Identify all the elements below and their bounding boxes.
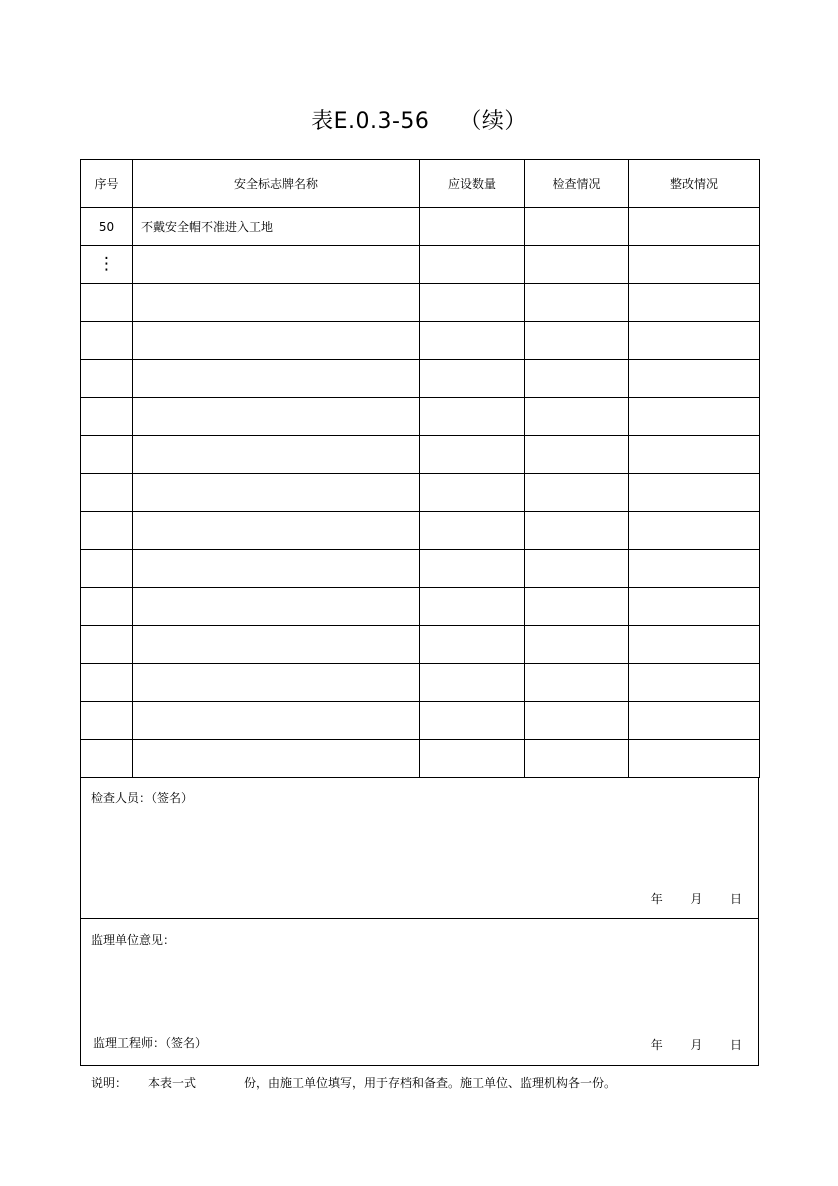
- row-serial-no: [81, 702, 133, 740]
- table-row: [81, 208, 760, 246]
- row-sign-name: 不戴安全帽不准进入工地: [133, 208, 420, 246]
- header-rectification-status: 整改情况: [629, 160, 760, 208]
- row-sign-name: [133, 436, 420, 474]
- row-sign-name: [133, 360, 420, 398]
- row-rectification-status: [629, 284, 760, 322]
- row-inspection-status: [525, 664, 629, 702]
- table-row: [81, 702, 760, 740]
- row-serial-no: [81, 398, 133, 436]
- row-inspection-status: [525, 588, 629, 626]
- row-inspection-status: [525, 322, 629, 360]
- header-inspection-status: 检查情况: [525, 160, 629, 208]
- row-serial-no: [81, 360, 133, 398]
- row-required-quantity: [420, 512, 525, 550]
- table-row: [81, 550, 760, 588]
- engineer-signature-label: 监理工程师：（签名）: [93, 1036, 208, 1050]
- row-inspection-status: [525, 208, 629, 246]
- table-row: [81, 474, 760, 512]
- row-required-quantity: [420, 284, 525, 322]
- row-sign-name: [133, 702, 420, 740]
- row-rectification-status: [629, 398, 760, 436]
- row-required-quantity: [420, 246, 525, 284]
- row-serial-no: [81, 322, 133, 360]
- row-inspection-status: [525, 398, 629, 436]
- row-sign-name: [133, 322, 420, 360]
- table-row: [81, 246, 760, 284]
- row-inspection-status: [525, 550, 629, 588]
- row-required-quantity: [420, 208, 525, 246]
- inspection-table: [80, 159, 760, 778]
- row-rectification-status: [629, 246, 760, 284]
- row-serial-no: [81, 626, 133, 664]
- row-rectification-status: [629, 588, 760, 626]
- row-rectification-status: [629, 664, 760, 702]
- row-sign-name: [133, 474, 420, 512]
- row-sign-name: [133, 246, 420, 284]
- row-required-quantity: [420, 398, 525, 436]
- inspector-date: 年 月 日: [650, 892, 742, 906]
- row-rectification-status: [629, 702, 760, 740]
- row-serial-no: [81, 512, 133, 550]
- supervision-date: 年 月 日: [650, 1038, 742, 1052]
- row-rectification-status: [629, 436, 760, 474]
- row-serial-no: [81, 436, 133, 474]
- table-row: [81, 322, 760, 360]
- footnote-label: 说明：: [91, 1076, 128, 1090]
- table-row: [81, 588, 760, 626]
- row-inspection-status: [525, 702, 629, 740]
- row-serial-no: [81, 246, 133, 284]
- row-inspection-status: [525, 512, 629, 550]
- header-sign-name: 安全标志牌名称: [133, 160, 420, 208]
- table-row: [81, 398, 760, 436]
- table-row: [81, 360, 760, 398]
- row-serial-no: [81, 474, 133, 512]
- row-inspection-status: [525, 740, 629, 778]
- continuation-dots: ⋮: [98, 254, 115, 274]
- row-serial-no: [81, 588, 133, 626]
- table-row: [81, 626, 760, 664]
- row-rectification-status: [629, 512, 760, 550]
- row-inspection-status: [525, 436, 629, 474]
- footnote-copies: 本表一式: [148, 1076, 197, 1090]
- row-rectification-status: [629, 360, 760, 398]
- row-inspection-status: [525, 360, 629, 398]
- row-serial-no: [81, 740, 133, 778]
- row-inspection-status: [525, 474, 629, 512]
- row-sign-name: [133, 626, 420, 664]
- row-rectification-status: [629, 208, 760, 246]
- row-serial-no: [81, 550, 133, 588]
- row-sign-name: [133, 740, 420, 778]
- row-serial-no: 50: [81, 208, 133, 246]
- row-sign-name: [133, 512, 420, 550]
- supervision-section: [80, 918, 759, 1066]
- row-required-quantity: [420, 360, 525, 398]
- table-row: [81, 512, 760, 550]
- row-serial-no: [81, 284, 133, 322]
- row-inspection-status: [525, 626, 629, 664]
- inspector-section: [80, 777, 759, 919]
- table-row: [81, 284, 760, 322]
- row-required-quantity: [420, 322, 525, 360]
- page-title: 表E.0.3-56 （续）: [311, 109, 527, 134]
- row-sign-name: [133, 588, 420, 626]
- table-row: [81, 740, 760, 778]
- supervision-opinion-label: 监理单位意见：: [91, 933, 176, 947]
- table-header-row: [81, 160, 760, 208]
- row-required-quantity: [420, 664, 525, 702]
- row-inspection-status: [525, 246, 629, 284]
- row-required-quantity: [420, 474, 525, 512]
- table-row: [81, 664, 760, 702]
- row-sign-name: [133, 664, 420, 702]
- row-required-quantity: [420, 588, 525, 626]
- row-required-quantity: [420, 550, 525, 588]
- row-required-quantity: [420, 702, 525, 740]
- row-sign-name: [133, 550, 420, 588]
- row-rectification-status: [629, 550, 760, 588]
- row-rectification-status: [629, 474, 760, 512]
- table-row: [81, 436, 760, 474]
- row-sign-name: [133, 284, 420, 322]
- inspector-signature-label: 检查人员：（签名）: [91, 791, 194, 805]
- row-required-quantity: [420, 626, 525, 664]
- row-rectification-status: [629, 626, 760, 664]
- footnote-text: 份，由施工单位填写，用于存档和备查。施工单位、监理机构各一份。: [244, 1076, 617, 1090]
- row-required-quantity: [420, 740, 525, 778]
- row-serial-no: [81, 664, 133, 702]
- header-serial-no: 序号: [81, 160, 133, 208]
- row-sign-name: [133, 398, 420, 436]
- row-rectification-status: [629, 740, 760, 778]
- header-required-quantity: 应设数量: [420, 160, 525, 208]
- footnote: [91, 1074, 616, 1091]
- row-required-quantity: [420, 436, 525, 474]
- row-rectification-status: [629, 322, 760, 360]
- row-inspection-status: [525, 284, 629, 322]
